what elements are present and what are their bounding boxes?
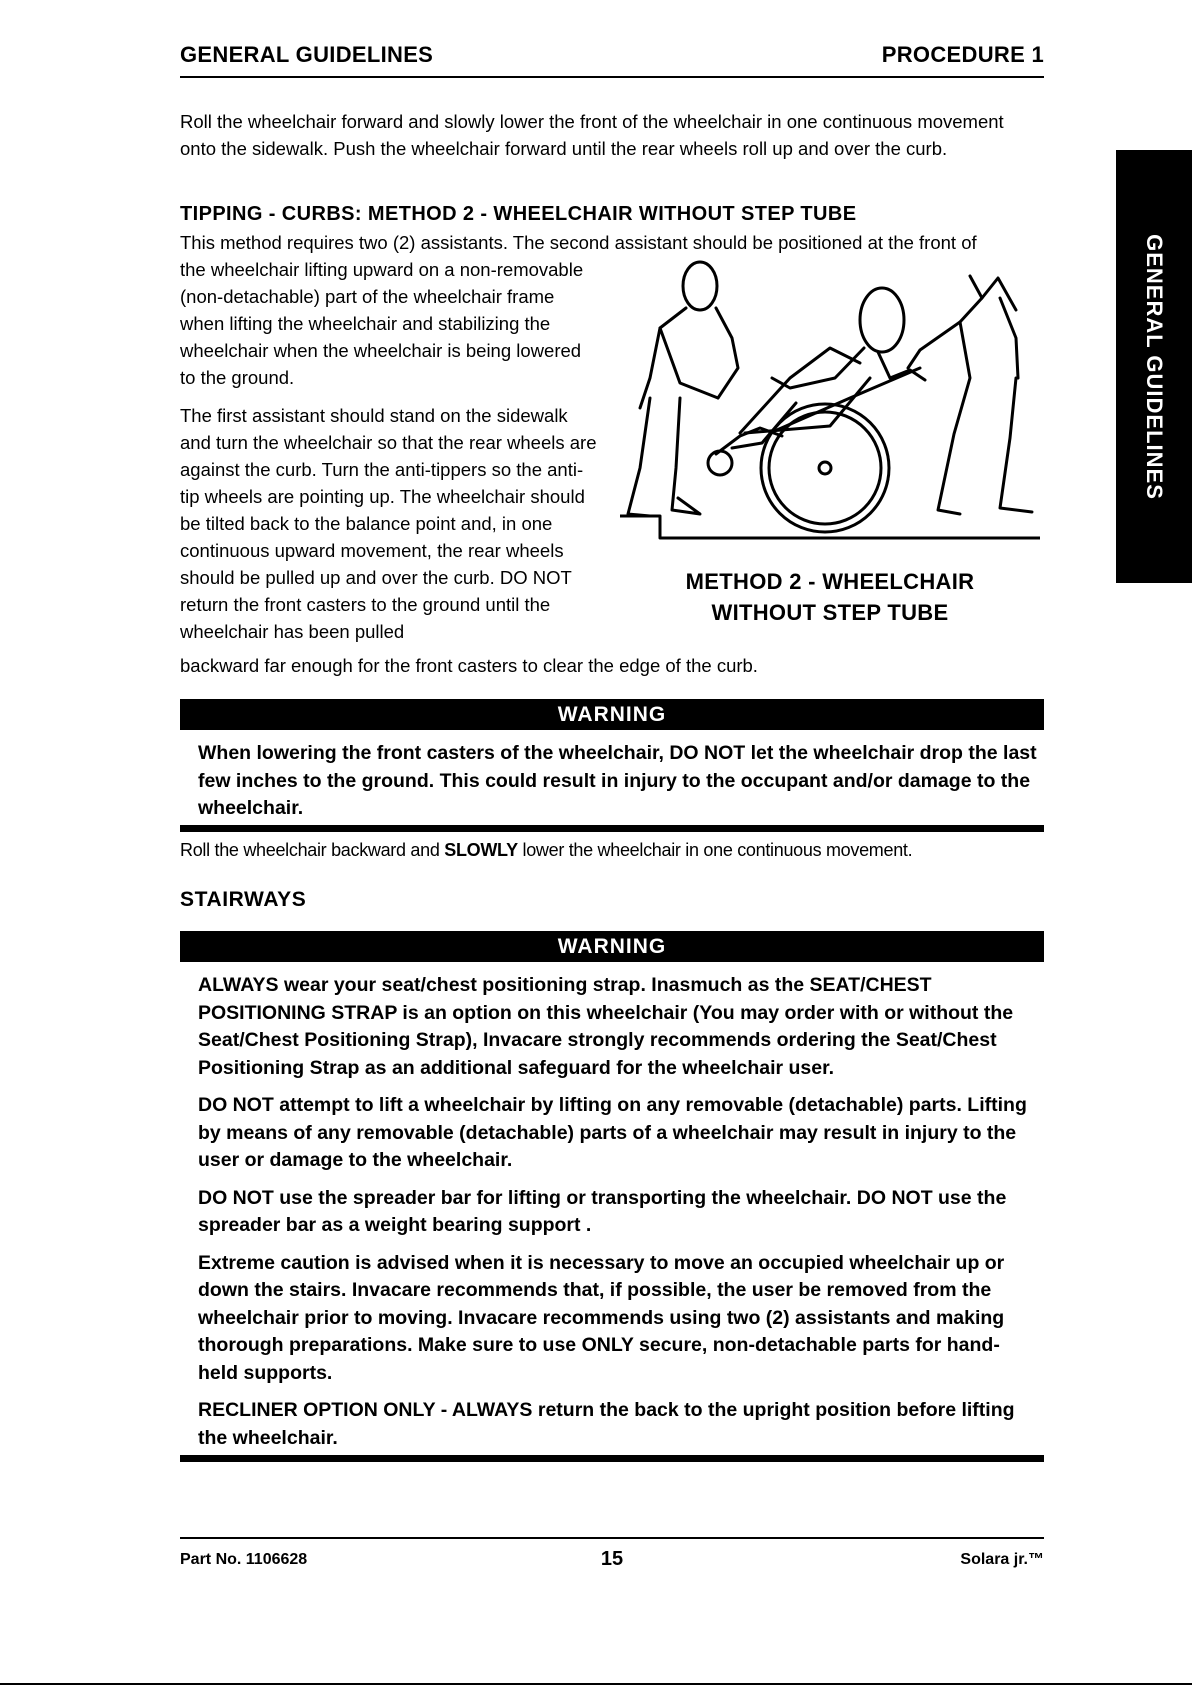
figure-caption-line-1: METHOD 2 - WHEELCHAIR — [685, 569, 975, 594]
stairways-warning-end-rule — [180, 1455, 1044, 1462]
after-warning-text-1: Roll the wheelchair backward and — [180, 840, 445, 860]
after-warning-text-2: lower the wheelchair in one continuous movement. — [517, 840, 913, 860]
figure-caption — [620, 566, 1040, 628]
stairways-warning-banner: WARNING — [180, 931, 1044, 962]
method2-paragraph-1: the wheelchair lifting upward on a non-removable (non-detachable) part of the wheelchair frame when lifting the wheelchair and stabilizing the wheelchair when the wheelchair is being lowered to the ground. — [180, 259, 584, 388]
method2-column — [180, 256, 600, 656]
method2-lead: This method requires two (2) assistants. The second assistant should be positioned at the front of — [180, 232, 977, 253]
stairways-warning-text — [198, 972, 1038, 1462]
method2-paragraph-2: The first assistant should stand on the sidewalk and turn the wheelchair so that the rear wheels are against the curb. Turn the anti-tippers so the anti-tip wheels are pointing up. The wheelchair should be tilted back to the balance point and, in one continuous upward movement, the rear wheels should be pulled up and over the curb. DO NOT return the front casters to the ground until the wheelchair has been pulled — [180, 405, 597, 642]
after-warning-emphasis: SLOWLY — [444, 840, 518, 860]
method2-heading: TIPPING - CURBS: METHOD 2 - WHEELCHAIR WITHOUT STEP TUBE — [180, 203, 857, 225]
stairways-warning-paragraph-3: DO NOT use the spreader bar for lifting or transporting the wheelchair. DO NOT use the spreader bar as a weight bearing support . — [198, 1186, 1007, 1236]
side-tab — [1116, 150, 1192, 583]
warning-end-rule — [180, 825, 1044, 832]
warning-text — [198, 740, 1038, 833]
stairways-warning-paragraph-1: ALWAYS wear your seat/chest positioning strap. Inasmuch as the SEAT/CHEST POSITIONING STRAP is an option on this wheelchair (You may order with or without the Seat/Chest Positioning Strap), Invacare strongly recommends ordering the Seat/Chest Positioning Strap as an additional safeguard for the wheelchair user. — [198, 974, 1014, 1079]
intro-paragraph: Roll the wheelchair forward and slowly lower the front of the wheelchair in one continuous movement onto the sidewalk. Push the wheelchair forward until the rear wheels roll up and over the curb. — [180, 111, 1004, 159]
side-tab-label: GENERAL GUIDELINES — [1142, 233, 1167, 500]
page-footer — [180, 1537, 1044, 1579]
page-header — [180, 40, 1044, 78]
stairways-warning-paragraph-5: RECLINER OPTION ONLY - ALWAYS return the back to the upright position before lifting the wheelchair. — [198, 1399, 1015, 1449]
footer-product-name: Solara jr.™ — [960, 1551, 1044, 1568]
warning-paragraph: When lowering the front casters of the wheelchair, DO NOT let the wheelchair drop the last few inches to the ground. This could result in injury to the occupant and/or damage to the wheelchair. — [198, 742, 1037, 819]
header-procedure: PROCEDURE 1 — [881, 42, 1044, 67]
wheelchair-curb-illustration — [620, 258, 1040, 554]
method2-tail: backward far enough for the front casters to clear the edge of the curb. — [180, 655, 758, 676]
figure-caption-line-2: WITHOUT STEP TUBE — [711, 600, 949, 625]
stairways-warning-paragraph-2: DO NOT attempt to lift a wheelchair by lifting on any removable (detachable) parts. Lifting by means of any removable (detachable) parts of a wheelchair may result in injury to the user or damage to the wheelchair. — [198, 1094, 1027, 1171]
footer-page-number: 15 — [600, 1548, 624, 1570]
stairways-warning-paragraph-4: Extreme caution is advised when it is necessary to move an occupied wheelchair up or down the stairs. Invacare recommends that, if possible, the user be removed from the wheelchair prior to moving. Invacare recommends using two (2) assistants and making thorough preparations. Make sure to use ONLY secure, non-detachable parts for hand-held supports. — [198, 1251, 1005, 1384]
after-warning-paragraph — [180, 837, 1044, 864]
footer-part-number: Part No. 1106628 — [180, 1551, 308, 1568]
stairways-heading: STAIRWAYS — [180, 888, 307, 911]
warning-banner: WARNING — [180, 699, 1044, 730]
header-section-title: GENERAL GUIDELINES — [180, 42, 434, 67]
